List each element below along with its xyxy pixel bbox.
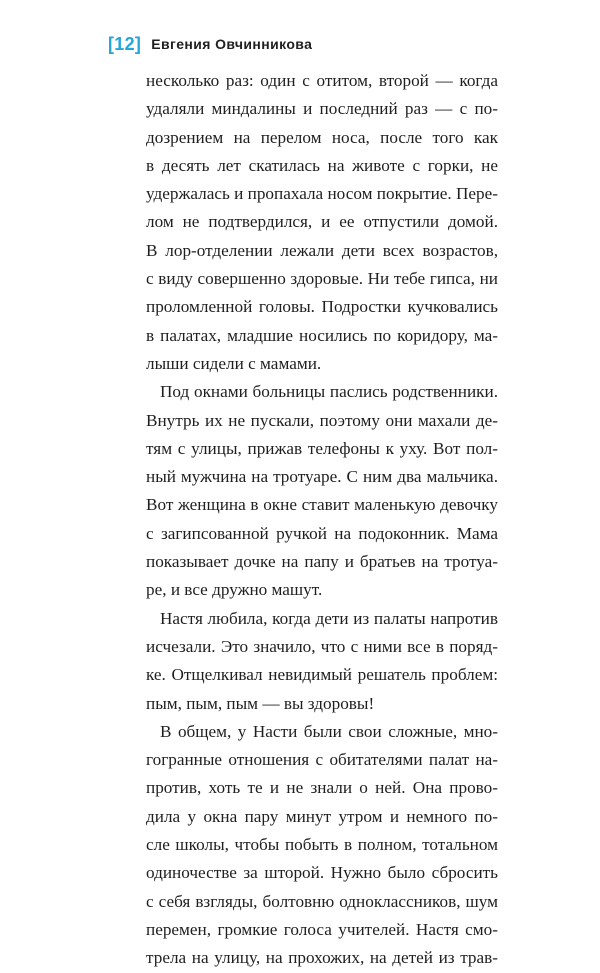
page-number: [12] xyxy=(108,33,142,54)
text-line: в десять лет скатилась на животе с горки, не xyxy=(146,155,498,175)
text-line: показывает дочке на папу и братьев на тротуа- xyxy=(146,552,498,572)
text-line: гогранные отношения с обитателями палат на- xyxy=(146,750,498,770)
text-line: ке. Отщелкивал невидимый решатель проблем: xyxy=(146,665,498,685)
author-name: Евгения Овчинникова xyxy=(151,36,313,52)
text-line: исчезали. Это значило, что с ними все в поряд- xyxy=(146,636,498,656)
paragraph-4 xyxy=(146,718,498,973)
text-line: дозрением на перелом носа, после того как xyxy=(146,127,498,147)
paragraph-2 xyxy=(146,378,498,604)
text-line: В общем, у Насти были свои сложные, мно- xyxy=(160,721,498,741)
running-head xyxy=(108,33,312,55)
text-line: Настя любила, когда дети из палаты напротив xyxy=(160,608,498,628)
paragraph-3 xyxy=(146,605,498,718)
text-line: лом не подтвердился, и ее отпустили домой. xyxy=(146,212,498,232)
text-line: удаляли миндалины и последний раз — с по- xyxy=(146,99,498,119)
text-line: перемен, громкие голоса учителей. Настя смо- xyxy=(146,919,498,939)
text-line: с себя взгляды, болтовню одноклассников, шум xyxy=(146,891,498,911)
text-line: удержалась и пропахала носом покрытие. Пере- xyxy=(146,184,498,204)
text-line: дила у окна пару минут утром и немного по- xyxy=(146,806,498,826)
text-line: лыши сидели с мамами. xyxy=(146,353,322,373)
text-line: проломленной головы. Подростки кучковались xyxy=(146,297,498,317)
text-line: с виду совершенно здоровые. Ни тебе гипса, ни xyxy=(146,269,498,289)
paragraph-1 xyxy=(146,67,498,378)
body-text xyxy=(146,67,498,973)
text-line: трела на улицу, на прохожих, на детей из трав- xyxy=(146,948,498,968)
text-line: ный мужчина на тротуаре. С ним два мальчика. xyxy=(146,467,498,487)
text-line: несколько раз: один с отитом, второй — когда xyxy=(146,71,498,90)
text-line: В лор-отделении лежали дети всех возрастов, xyxy=(146,240,498,260)
text-line: тям с улицы, прижав телефоны к уху. Вот пол- xyxy=(146,438,498,458)
text-line: в палатах, младшие носились по коридору, ма- xyxy=(146,325,498,345)
text-line: ре, и все дружно машут. xyxy=(146,580,323,600)
text-line: с загипсованной ручкой на подоконник. Мама xyxy=(146,523,498,543)
text-line: Под окнами больницы паслись родственники. xyxy=(160,382,498,402)
text-line: пым, пым, пым — вы здоровы! xyxy=(146,693,375,713)
text-line: Внутрь их не пускали, поэтому они махали де- xyxy=(146,410,498,430)
text-line: Вот женщина в окне ставит маленькую девочку xyxy=(146,495,498,515)
text-line: одиночестве за шторой. Нужно было сбросить xyxy=(146,863,498,883)
text-line: сле школы, чтобы побыть в полном, тотальном xyxy=(146,835,498,855)
text-line: против, хоть те и не знали о ней. Она прово- xyxy=(146,778,498,798)
